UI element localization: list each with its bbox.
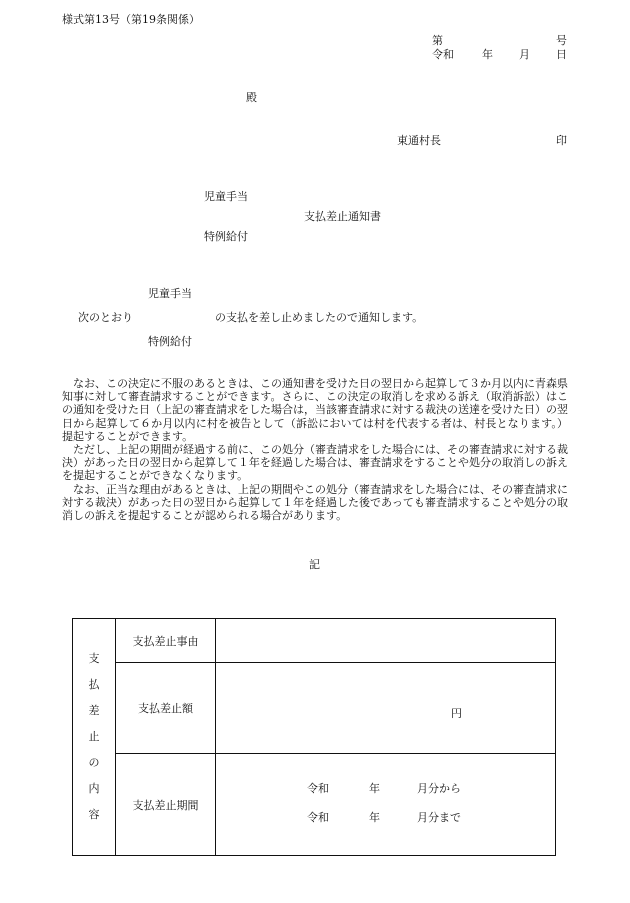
- period-to-era: 令和: [307, 811, 329, 824]
- side-label-char: 内: [88, 782, 100, 795]
- amount-unit: 円: [451, 707, 462, 720]
- period-to-suffix: 月分まで: [417, 811, 461, 824]
- paragraph-1: なお、この決定に不服のあるときは、この通知書を受けた日の翌日から起算して３か月以内に青森県知事に対して審査請求することができます。さらに、この決定の取消しを求める訴え（取消訴訟）はこの通知を受けた日（上記の審査請求をした場合は，当該審査請求に対する裁決の送達を受けた日）の翌日から起算して６か月以内に村を被告として（訴訟においては村を代表する者は、村長となります。）提起することができます。: [62, 377, 568, 443]
- document-title: 支払差止通知書: [304, 210, 381, 223]
- issuer-name: 東通村長: [397, 134, 441, 147]
- date-year-label: 年: [482, 48, 493, 61]
- ki-heading: 記: [309, 558, 320, 571]
- appeal-instructions: [62, 377, 568, 522]
- period-label: 支払差止期間: [132, 798, 199, 812]
- notice-prefix: 次のとおり: [78, 311, 133, 324]
- period-from-year: 年: [369, 782, 380, 795]
- side-label-char: の: [88, 756, 100, 769]
- doc-number-prefix: 第: [432, 34, 443, 47]
- paragraph-2: ただし、上記の期間が経過する前に、この処分（審査請求をした場合には、その審査請求に対する裁決）があった日の翌日から起算して１年を経過した場合は、審査請求をすることや処分の取消しの訴えを提起することができなくなります。: [62, 443, 568, 483]
- amount-label: 支払差止額: [138, 702, 193, 715]
- side-label: [73, 619, 115, 855]
- side-label-char: 止: [88, 730, 100, 743]
- form-number: 様式第13号（第19条関係）: [62, 13, 200, 26]
- date-era: 令和: [432, 48, 454, 61]
- side-label-char: 支: [88, 652, 100, 665]
- side-label-char: 容: [88, 808, 100, 821]
- date-month-label: 月: [519, 48, 530, 61]
- period-from-era: 令和: [307, 782, 329, 795]
- side-label-char: 払: [88, 678, 100, 691]
- title-line-2: 特例給付: [204, 230, 248, 243]
- notice-lower: 特例給付: [148, 335, 192, 348]
- reason-label: 支払差止事由: [132, 634, 199, 648]
- side-label-char: 差: [88, 704, 100, 717]
- paragraph-3: なお、正当な理由があるときは、上記の期間やこの処分（審査請求をした場合には、その審査請求に対する裁決）があった日の翌日から起算して１年を経過した後であっても審査請求することや処分の取消しの訴えを提起することが認められる場合があります。: [62, 482, 568, 523]
- period-from-suffix: 月分から: [417, 782, 461, 795]
- doc-number-suffix: 号: [556, 34, 567, 47]
- reason-value[interactable]: [216, 619, 555, 662]
- addressee-suffix: 殿: [246, 91, 257, 104]
- title-line-1: 児童手当: [204, 190, 248, 203]
- period-to-year: 年: [369, 811, 380, 824]
- seal-mark: 印: [556, 134, 567, 147]
- notice-suffix: の支払を差し止めましたので通知します。: [215, 311, 424, 324]
- suspension-details-table: [72, 618, 556, 856]
- notice-upper: 児童手当: [148, 287, 192, 300]
- date-day-label: 日: [556, 48, 567, 61]
